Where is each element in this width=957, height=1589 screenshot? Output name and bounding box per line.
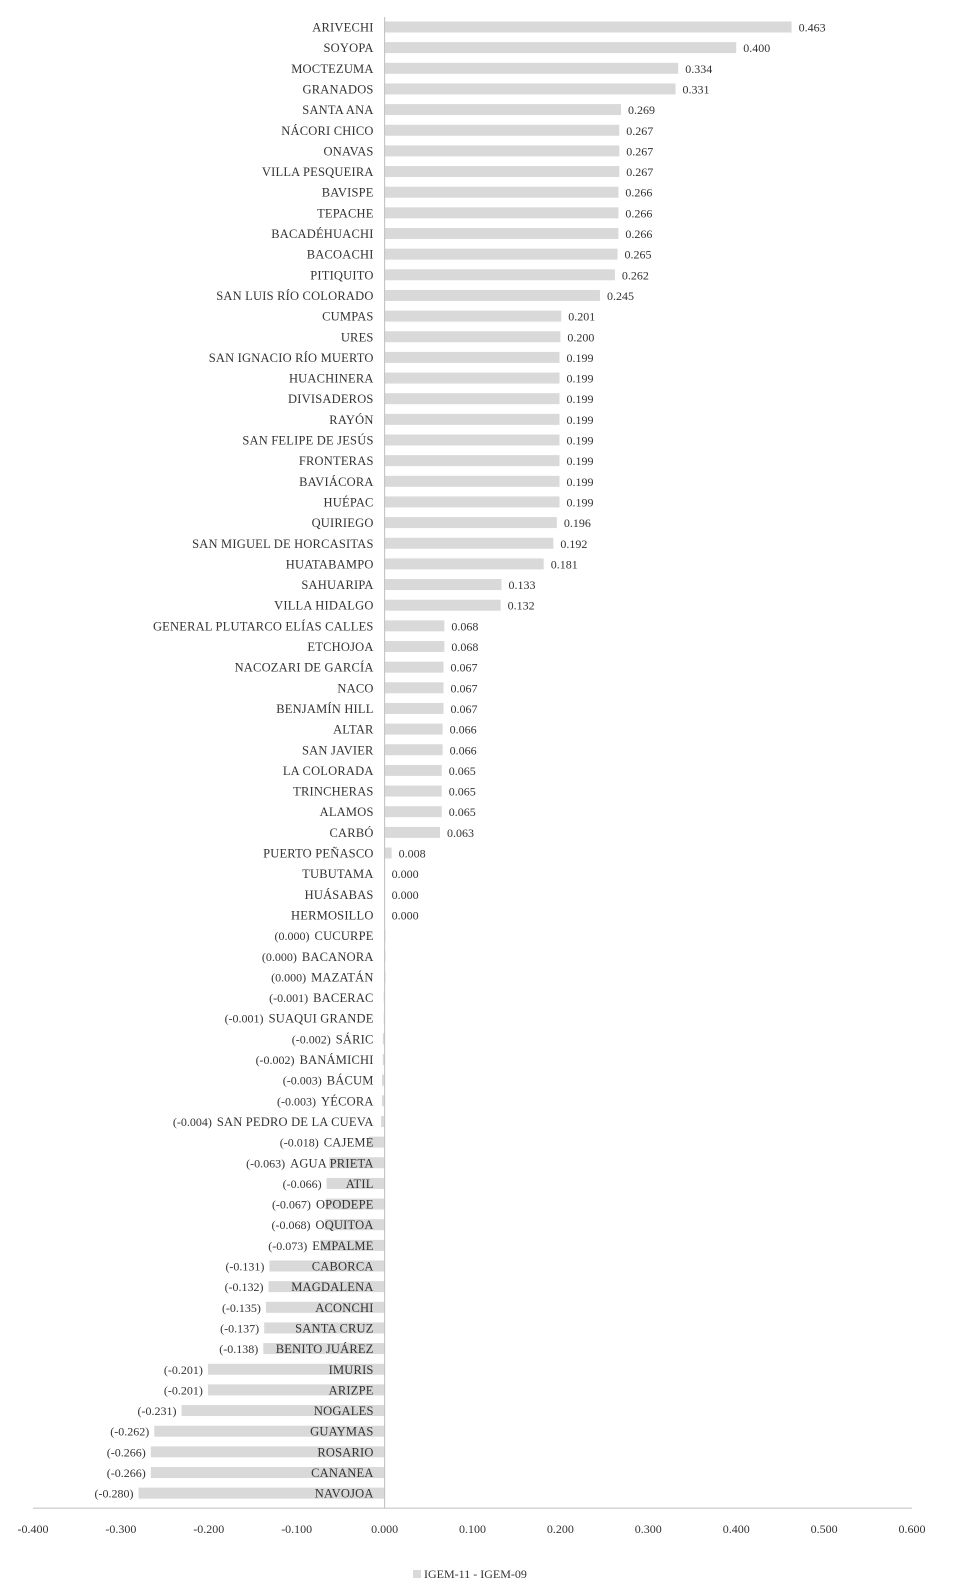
bar: [385, 579, 502, 590]
value-label: 0.008: [398, 846, 426, 861]
x-tick-label: 0.000: [371, 1522, 399, 1537]
bar: [385, 827, 440, 838]
bar: [385, 724, 443, 735]
category-label: TRINCHERAS: [293, 784, 374, 799]
value-label: 0.000: [391, 887, 419, 902]
bar: [385, 744, 443, 755]
category-label: BÁCUM: [326, 1073, 374, 1088]
category-label: DIVISADEROS: [288, 392, 374, 407]
value-label: 0.334: [685, 61, 713, 76]
bar: [385, 641, 445, 652]
bar: [385, 207, 619, 218]
category-label: NACO: [337, 681, 374, 696]
bar: [385, 848, 392, 859]
value-label: 0.262: [621, 268, 649, 283]
value-label: 0.267: [626, 144, 654, 159]
category-label: CARBÓ: [329, 825, 374, 840]
value-label: 0.192: [560, 536, 588, 551]
bar: [385, 331, 561, 342]
category-label: HUACHINERA: [288, 371, 374, 386]
value-label: 0.199: [566, 433, 594, 448]
bar: [385, 538, 554, 549]
bar: [385, 496, 560, 507]
category-label: SÁRIC: [335, 1032, 374, 1047]
value-label: 0.000: [391, 908, 419, 923]
category-label: NACOZARI DE GARCÍA: [234, 660, 374, 675]
bar: [385, 393, 560, 404]
value-label: 0.067: [450, 681, 478, 696]
category-label: CUCURPE: [314, 929, 374, 944]
value-label: 0.400: [743, 41, 771, 56]
value-label: 0.067: [450, 660, 478, 675]
x-tick-label: 0.400: [722, 1522, 750, 1537]
category-label: URES: [340, 330, 374, 345]
value-label: (-0.002): [255, 1053, 295, 1067]
bar: [385, 373, 560, 384]
value-label: 0.066: [449, 743, 477, 758]
value-label: (-0.132): [224, 1280, 264, 1295]
value-label: 0.266: [625, 227, 653, 241]
category-label: SOYOPA: [323, 41, 374, 56]
value-label: (-0.063): [246, 1156, 286, 1171]
bar: [385, 269, 615, 280]
value-label: 0.063: [446, 825, 474, 840]
category-label: SAN IGNACIO RÍO MUERTO: [208, 350, 374, 365]
value-label: 0.000: [391, 867, 419, 882]
value-label: 0.065: [448, 784, 476, 799]
value-label: 0.132: [507, 598, 535, 613]
bar: [385, 703, 444, 714]
category-label: BACOACHI: [306, 247, 374, 262]
category-label: OPODEPE: [315, 1197, 374, 1212]
value-label: (-0.067): [271, 1197, 311, 1212]
value-label: (0.000): [261, 949, 297, 964]
bar: [385, 22, 792, 33]
category-label: CABORCA: [311, 1259, 374, 1274]
category-label: BACADÉHUACHI: [271, 227, 374, 241]
bar: [385, 83, 676, 94]
bar: [385, 600, 501, 611]
bar: [385, 517, 557, 528]
legend: [413, 1567, 527, 1581]
category-label: PUERTO PEÑASCO: [263, 846, 374, 861]
category-label: TEPACHE: [317, 206, 374, 221]
value-label: 0.266: [625, 206, 653, 221]
value-label: (0.000): [271, 970, 307, 985]
category-label: RAYÓN: [329, 412, 374, 427]
value-label: 0.265: [624, 247, 652, 262]
value-label: 0.331: [682, 82, 710, 97]
category-label: LA COLORADA: [282, 763, 374, 778]
value-label: 0.201: [568, 309, 596, 324]
category-label: GRANADOS: [302, 82, 374, 97]
category-label: ONAVAS: [323, 144, 374, 159]
bar: [385, 620, 445, 631]
bar: [385, 806, 442, 817]
category-label: CUMPAS: [322, 309, 374, 324]
value-label: (-0.131): [225, 1259, 265, 1274]
category-label: ARIVECHI: [312, 20, 374, 35]
value-label: (-0.003): [282, 1073, 322, 1088]
value-label: (-0.001): [269, 991, 309, 1006]
value-label: (-0.002): [291, 1032, 331, 1047]
bar: [385, 125, 620, 136]
category-label: ARIZPE: [328, 1383, 374, 1398]
bar: [385, 414, 560, 425]
category-label: QUIRIEGO: [311, 516, 374, 531]
value-label: (-0.201): [163, 1362, 203, 1377]
category-label: BAVISPE: [321, 185, 374, 200]
category-label: MAGDALENA: [291, 1280, 374, 1295]
bar: [385, 352, 560, 363]
category-label: YÉCORA: [321, 1094, 374, 1109]
category-label: IMURIS: [328, 1362, 374, 1377]
value-label: 0.133: [508, 578, 536, 593]
category-label: ALTAR: [333, 722, 374, 737]
bar: [385, 104, 621, 115]
value-label: 0.199: [566, 371, 594, 386]
category-label: GUAYMAS: [310, 1424, 374, 1439]
value-label: 0.066: [449, 722, 477, 737]
bar: [385, 145, 620, 156]
value-label: 0.199: [566, 412, 594, 427]
bar: [385, 682, 444, 693]
bar: [385, 228, 619, 239]
category-label: SAN FELIPE DE JESÚS: [242, 433, 374, 448]
value-label: 0.199: [566, 474, 594, 489]
value-label: 0.065: [448, 805, 476, 820]
category-label: SAN PEDRO DE LA CUEVA: [216, 1114, 374, 1129]
value-label: 0.196: [563, 516, 591, 531]
value-label: 0.245: [606, 288, 634, 303]
category-label: NÁCORI CHICO: [281, 123, 374, 138]
bar: [381, 1116, 385, 1127]
category-label: FRONTERAS: [298, 454, 374, 469]
value-label: 0.181: [550, 557, 578, 572]
category-label: HUÉPAC: [323, 495, 374, 510]
x-tick-label: -0.200: [193, 1522, 225, 1537]
value-label: 0.267: [626, 165, 654, 180]
labels-layer: [94, 21, 825, 1501]
category-label: ETCHOJOA: [307, 640, 374, 654]
x-tick-label: 0.100: [459, 1522, 486, 1537]
bar: [385, 558, 544, 569]
category-label: PITIQUITO: [310, 268, 374, 283]
category-label: SANTA CRUZ: [295, 1321, 374, 1336]
bar: [385, 166, 620, 177]
value-label: 0.199: [566, 454, 594, 469]
category-label: ATIL: [345, 1176, 374, 1191]
category-label: BENJAMÍN HILL: [276, 701, 374, 716]
value-label: (-0.068): [271, 1218, 311, 1233]
bar: [385, 662, 444, 673]
category-label: BAVIÁCORA: [299, 474, 374, 489]
bar: [385, 249, 618, 260]
category-label: BACERAC: [313, 991, 374, 1006]
category-label: CANANEA: [311, 1466, 374, 1480]
category-label: HUÁSABAS: [304, 887, 374, 902]
bars-layer: [138, 22, 791, 1499]
value-label: (-0.266): [106, 1466, 146, 1480]
value-label: 0.200: [567, 330, 595, 345]
value-label: 0.266: [625, 185, 653, 200]
category-label: NOGALES: [313, 1404, 374, 1419]
bar: [385, 476, 560, 487]
category-label: VILLA PESQUEIRA: [261, 165, 374, 180]
value-label: 0.267: [626, 123, 654, 138]
category-label: MAZATÁN: [311, 970, 374, 985]
value-label: (-0.138): [219, 1342, 259, 1357]
category-label: OQUITOA: [315, 1218, 374, 1233]
value-label: (-0.201): [163, 1383, 203, 1398]
x-tick-label: -0.300: [105, 1522, 137, 1537]
category-label: TUBUTAMA: [302, 867, 374, 882]
value-label: 0.065: [448, 763, 476, 778]
bar: [385, 765, 442, 776]
value-label: (-0.231): [137, 1404, 177, 1419]
category-label: MOCTEZUMA: [291, 61, 374, 76]
value-label: 0.269: [628, 103, 656, 118]
value-label: (-0.266): [106, 1445, 146, 1460]
value-label: (-0.003): [277, 1094, 317, 1109]
value-label: (-0.001): [224, 1011, 264, 1026]
value-label: (-0.262): [110, 1424, 150, 1439]
x-tick-label: 0.600: [898, 1522, 926, 1537]
value-label: 0.199: [566, 495, 594, 510]
x-tick-label: 0.500: [810, 1522, 838, 1537]
value-label: 0.068: [451, 640, 479, 654]
value-label: (-0.066): [282, 1176, 322, 1191]
category-label: SAHUARIPA: [301, 578, 374, 593]
category-label: AGUA PRIETA: [290, 1156, 374, 1171]
category-label: ALAMOS: [319, 805, 374, 820]
value-label: 0.067: [450, 701, 478, 716]
value-label: (-0.137): [220, 1321, 260, 1336]
bar: [385, 786, 442, 797]
category-label: SUAQUI GRANDE: [268, 1011, 374, 1026]
value-label: 0.463: [798, 20, 826, 35]
value-label: (-0.004): [172, 1114, 212, 1129]
category-label: VILLA HIDALGO: [274, 598, 374, 613]
bar: [385, 63, 679, 74]
bar: [385, 311, 562, 322]
value-label: 0.199: [566, 392, 594, 407]
category-label: SAN JAVIER: [302, 743, 374, 758]
category-label: SANTA ANA: [302, 103, 374, 118]
category-label: ROSARIO: [317, 1445, 374, 1460]
legend-label: IGEM-11 - IGEM-09: [424, 1566, 527, 1581]
category-label: GENERAL PLUTARCO ELÍAS CALLES: [152, 619, 374, 634]
category-label: BENITO JUÁREZ: [275, 1342, 374, 1357]
value-label: (-0.018): [279, 1135, 319, 1150]
legend-swatch: [413, 1570, 421, 1578]
value-label: (-0.073): [268, 1238, 308, 1253]
bar: [385, 435, 560, 446]
category-label: ACONCHI: [315, 1300, 374, 1315]
value-label: 0.199: [566, 350, 594, 365]
value-label: (0.000): [274, 929, 310, 944]
x-tick-label: -0.100: [281, 1522, 313, 1537]
value-label: (-0.135): [221, 1300, 261, 1315]
value-label: (-0.280): [94, 1486, 134, 1501]
x-tick-label: 0.300: [634, 1522, 662, 1537]
bar: [385, 187, 619, 198]
category-label: EMPALME: [312, 1238, 374, 1253]
x-tick-label: 0.200: [546, 1522, 574, 1537]
bar: [385, 290, 600, 301]
category-label: CAJEME: [323, 1135, 374, 1150]
bar: [385, 455, 560, 466]
category-label: SAN MIGUEL DE HORCASITAS: [192, 536, 374, 551]
category-label: HERMOSILLO: [291, 908, 374, 923]
category-label: NAVOJOA: [314, 1486, 374, 1501]
category-label: SAN LUIS RÍO COLORADO: [216, 288, 374, 303]
value-label: 0.068: [451, 619, 479, 634]
category-label: BANÁMICHI: [299, 1053, 374, 1067]
x-tick-label: -0.400: [17, 1522, 49, 1537]
bar: [385, 42, 737, 53]
category-label: BACANORA: [301, 949, 374, 964]
category-label: HUATABAMPO: [285, 557, 374, 572]
